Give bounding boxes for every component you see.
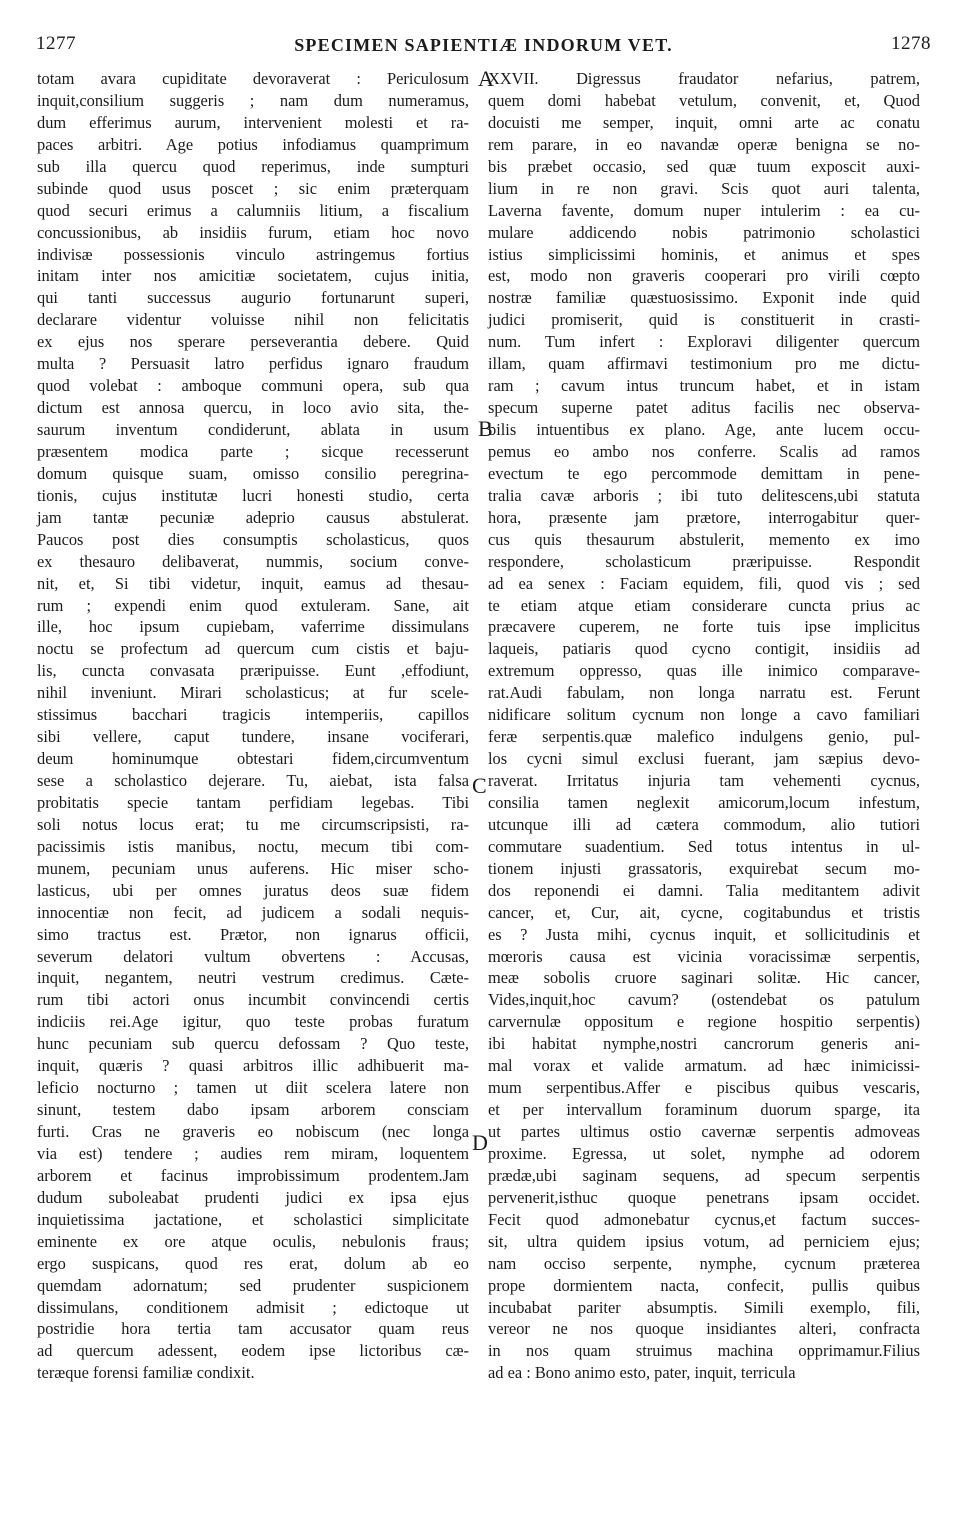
text-line: docuisti me semper, inquit, omni arte ac conatu <box>488 112 920 132</box>
text-line: incubabat pariter absumptis. Simili exemplo, fili, <box>488 1297 920 1317</box>
text-line: teræque forensi familiæ condixit. <box>37 1363 255 1383</box>
text-line: feræ serpentis.quæ malefico indulgens genio, pul- <box>488 727 920 747</box>
text-line: mulare addicendo nobis patrimonio scholastici <box>488 222 920 242</box>
text-line: specum superne patet aditus facilis nec observa- <box>488 398 920 418</box>
text-line: est, modo non graveris cooperari pro virili cœpto <box>488 266 920 286</box>
running-title: SPECIMEN SAPIENTIÆ INDORUM VET. <box>294 35 673 55</box>
text-line: arborem et facinus improbissimum prodentem.Jam <box>37 1165 469 1185</box>
page-number-left: 1277 <box>36 33 76 54</box>
running-header <box>36 33 931 57</box>
text-line: utcunque illi ad cætera commodum, alio tutiori <box>488 814 920 834</box>
text-line: in nos quam struimus machina opprimamur.Filius <box>488 1341 920 1361</box>
text-line: subinde quod usus poscet ; sic enim præterquam <box>37 178 469 198</box>
text-line: furti. Cras ne graveris eo nobiscum (nec longa <box>37 1122 469 1141</box>
text-line: indiciis rei.Age igitur, quo teste probas furatum <box>37 1012 469 1032</box>
text-line: saurum inventum condiderunt, ablata in usum <box>37 420 469 439</box>
right-column <box>488 68 920 1384</box>
text-line: judici promiserit, quid is constituerit in crasti- <box>488 310 920 330</box>
text-line: pervenerit,isthuc quoque penetrans ipsam occidet. <box>488 1187 920 1207</box>
text-line: quem domi habebat vetulum, convenit, et, Quod <box>488 90 920 110</box>
text-line: hunc pecuniam sub quercu defossam ? Quo teste, <box>37 1034 469 1054</box>
text-line: paces arbitri. Age potius infodiamus quamprimum <box>37 134 469 154</box>
text-line: sinunt, testem dabo ipsam arborem consciam <box>37 1100 469 1120</box>
margin-marker-c: C <box>472 773 487 798</box>
text-line: carvernulæ oppositum e regione hospitio serpentis) <box>488 1012 920 1032</box>
text-line: evectum te ego percommode demittam in pene- <box>488 463 920 483</box>
text-line: nam occiso serpente, nymphe, cycnum præterea <box>488 1253 920 1273</box>
text-line: hora, præsente jam prætore, interrogabitur quer- <box>488 507 920 527</box>
text-line: vereor ne nos quoque insidiantes alteri, confracta <box>488 1319 920 1339</box>
text-line: cancer, et, Cur, ait, cycne, cogitabundus et tristis <box>488 902 920 922</box>
text-line: inquit, negantem, neutri vestrum credimus. Cæte- <box>37 968 469 988</box>
text-line: tionis, cujus institutæ lucri honesti studio, certa <box>37 485 469 505</box>
margin-marker-d: D <box>472 1130 488 1155</box>
text-line: ut partes ultimus ostio cavernæ serpentis admoveas <box>488 1122 920 1141</box>
text-line: raverat. Irritatus injuria tam vehementi cycnus, <box>488 771 920 790</box>
text-line: domum quisque suam, omisso consilio peregrina- <box>37 463 469 483</box>
text-line: ille, hoc ipsum cupiebam, vaferrime dissimulans <box>37 617 469 637</box>
text-line: declarare videntur voluisse nihil non felicitatis <box>37 310 469 330</box>
text-line: laqueis, patiaris quod cycno contigit, insidiis ad <box>488 639 920 659</box>
text-line: Laverna favente, domum nuper intulerim : ea cu- <box>488 200 920 220</box>
text-line: ad quercum adessent, eodem ipse lictoribus cæ- <box>37 1341 469 1361</box>
text-line: ad ea : Bono animo esto, pater, inquit, terricula <box>488 1363 796 1383</box>
text-line: noctu se profectum ad quercum cum cistis et baju- <box>37 639 469 659</box>
text-line: te etiam atque etiam considerare cuncta prius ac <box>488 595 920 615</box>
text-line: quemdam adornatum; sed prudenter suspicionem <box>37 1275 469 1295</box>
text-line: nidificare solitum cycnum non longe a cavo familiari <box>488 705 920 725</box>
text-line: consilia tamen neglexit amicorum,locum infestum, <box>488 792 920 812</box>
text-line: ex thesauro delibaverat, nummis, socium conve- <box>37 551 469 571</box>
text-line: probitatis specie tantam perfidiam legebas. Tibi <box>37 792 469 812</box>
text-line: dum efferimus aurum, intervenient molesti et ra- <box>37 112 469 132</box>
text-line: dos reponendi ei damni. Talia meditantem adivit <box>488 880 920 900</box>
text-line: istius simplicissimi hominis, et animus et spes <box>488 244 920 264</box>
text-line: mum serpentibus.Affer e piscibus quibus vescaris, <box>488 1078 920 1098</box>
text-line: lis, cuncta convasata præripuisse. Eunt ,effodiunt, <box>37 661 469 681</box>
text-line: totam avara cupiditate devoraverat : Periculosum <box>37 69 469 88</box>
text-line: innocentiæ non fecit, ad judicem a sodali nequis- <box>37 902 469 922</box>
text-line: severum delatori vultum obvertens : Accusas, <box>37 946 469 966</box>
text-line: quod volebat : amboque communi opera, sub qua <box>37 376 469 396</box>
text-line: illam, quam affirmavi testimonium pro me dictu- <box>488 354 920 374</box>
text-line: bilis intuentibus ex plano. Age, ante lucem occu- <box>488 420 920 439</box>
text-line: Paucos post dies consumptis scholasticus, quos <box>37 529 469 549</box>
text-line: inquit,consilium suggeris ; nam dum numeramus, <box>37 90 469 110</box>
text-line: concussionibus, ab insidiis furum, etiam hoc novo <box>37 222 469 242</box>
text-line: soli notus locus erat; tu me circumscripsisti, ra- <box>37 814 469 834</box>
text-line: nit, et, Si tibi videtur, inquit, eamus ad thesau- <box>37 573 469 593</box>
text-line: dissimulans, conditionem admisit ; edictoque ut <box>37 1297 469 1317</box>
text-line: prædæ,ubi saginam sequens, ad specum serpentis <box>488 1165 920 1185</box>
text-line: initam inter nos amicitiæ societatem, cujus initia, <box>37 266 469 286</box>
text-line: ad ea senex : Faciam equidem, fili, quod vis ; sed <box>488 573 920 593</box>
text-line: Fecit quod admonebatur cycnus,et factum succes- <box>488 1209 920 1229</box>
text-line: lium in re non gravi. Scis quot auri talenta, <box>488 178 920 198</box>
text-line: et per intervallum foraminum duorum sparge, ita <box>488 1100 920 1120</box>
text-line: mœroris causa est vicinia voracissimæ serpentis, <box>488 946 920 966</box>
text-line: stissimus bacchari tragicis intemperiis, capillos <box>37 705 469 725</box>
page-number-right: 1278 <box>891 33 931 54</box>
text-line: rem parare, in eo navandæ operæ benigna se no- <box>488 134 920 154</box>
text-line: præsentem modica parte ; sicque recesserunt <box>37 441 469 461</box>
text-line: sibi vellere, caput tundere, insane vociferari, <box>37 727 469 747</box>
text-line: jam tantæ pecuniæ adeprio causus abstulerat. <box>37 507 469 527</box>
text-line: es ? Justa mihi, cycnus inquit, et sollicitudinis et <box>488 924 920 944</box>
text-line: los cycni simul exclusi fuerant, jam sæpius devo- <box>488 749 920 769</box>
text-line: simo tractus est. Prætor, non ignarus officii, <box>37 924 469 944</box>
text-line: tralia cavæ arboris ; ibi tuto delitescens,ubi statuta <box>488 485 920 505</box>
text-line: respondere, scholasticum præripuisse. Respondit <box>488 551 920 571</box>
text-line: pemus eo ambo nos conferre. Scalis ad ramos <box>488 441 920 461</box>
text-line: inquit, quæris ? quasi arbitros illic adhibuerit ma- <box>37 1056 469 1076</box>
text-line: sit, ultra quidem ipsius votum, ad perniciem ejus; <box>488 1231 920 1251</box>
text-line: leficio nocturno ; tamen ut diit scelera latere non <box>37 1078 469 1098</box>
text-line: XXVII. Digressus fraudator nefarius, patrem, <box>488 69 920 88</box>
text-line: præcavere cuperem, ne forte tuis ipse implicitus <box>488 617 920 637</box>
text-line: deum hominumque obtestari fidem,circumventum <box>37 749 469 769</box>
text-line: ergo suspicans, quod res erat, dolum ab eo <box>37 1253 469 1273</box>
text-line: ram ; cavum intus truncum habet, et in istam <box>488 376 920 396</box>
text-line: lasticus, ubi per omnes juratus deos suæ fidem <box>37 880 469 900</box>
text-line: dudum suboleabat prudenti judici ex ipsa ejus <box>37 1187 469 1207</box>
text-line: indivisæ possessionis vinculo astringemus fortius <box>37 244 469 264</box>
text-line: sub illa quercu quod reperimus, inde sumpturi <box>37 156 469 176</box>
text-line: bis præbet occasio, sed quæ tuum exposcit auxi- <box>488 156 920 176</box>
text-line: ibi habitat nymphe,nostri cancrorum generis ani- <box>488 1034 920 1054</box>
text-line: rat.Audi fabulam, non longa narratu est. Ferunt <box>488 683 920 703</box>
text-line: postridie hora tertia tam accusator quam reus <box>37 1319 469 1339</box>
text-line: prope dormientem nacta, confecit, pullis quibus <box>488 1275 920 1295</box>
text-line: meæ sobolis cruore saginari solitæ. Hic cancer, <box>488 968 920 988</box>
text-line: dictum est annosa quercu, in loco avio sita, the- <box>37 398 469 418</box>
text-line: rum tibi actori onus incumbit convincendi certis <box>37 990 469 1010</box>
text-line: via est) tendere ; audies rem miram, loquentem <box>37 1143 469 1163</box>
text-line: Vides,inquit,hoc cavum? (ostendebat os patulum <box>488 990 920 1010</box>
text-line: quod securi erimus a calumniis litium, a fiscalium <box>37 200 469 220</box>
text-line: extremum oppresso, quas ille inimico comparave- <box>488 661 920 681</box>
text-line: tionem injusti grassatoris, exquirebat secum mo- <box>488 858 920 878</box>
margin-marker-a: A <box>478 66 494 91</box>
left-column <box>37 68 469 1384</box>
text-line: eminente ex ore atque oculis, nebulonis fraus; <box>37 1231 469 1251</box>
text-line: mal vorax et valide armatum. ad hæc inimicissi- <box>488 1056 920 1076</box>
text-line: num. Tum infert : Exploravi diligenter quercum <box>488 332 920 352</box>
text-line: qui tanti successus augurio fortunarunt superi, <box>37 288 469 308</box>
text-line: inquietissima jactatione, et scholastici simplicitate <box>37 1209 469 1229</box>
text-line: cus quis thesaurum abstulerit, memento ex imo <box>488 529 920 549</box>
text-line: multa ? Persuasit latro perfidus ignaro fraudum <box>37 354 469 374</box>
text-line: rum ; expendi enim quod extuleram. Sane, ait <box>37 595 469 615</box>
text-line: nihil inveniunt. Mirari scholasticus; at fur scele- <box>37 683 469 703</box>
margin-marker-b: B <box>478 416 493 441</box>
text-line: proxime. Egressa, ut solet, nymphe ad odorem <box>488 1143 920 1163</box>
text-line: sese a scholastico dejerare. Tu, aiebat, ista falsa <box>37 771 469 790</box>
text-line: pacissimis istis manibus, noctu, mecum tibi com- <box>37 836 469 856</box>
text-line: ex ejus nos sperare perseverantia debere. Quid <box>37 332 469 352</box>
text-line: commutare suadentium. Sed totus intentus in ul- <box>488 836 920 856</box>
text-line: nostræ familiæ quæstuosissimo. Exponit inde quid <box>488 288 920 308</box>
text-line: munem, pecuniam unus auferens. Hic miser scho- <box>37 858 469 878</box>
